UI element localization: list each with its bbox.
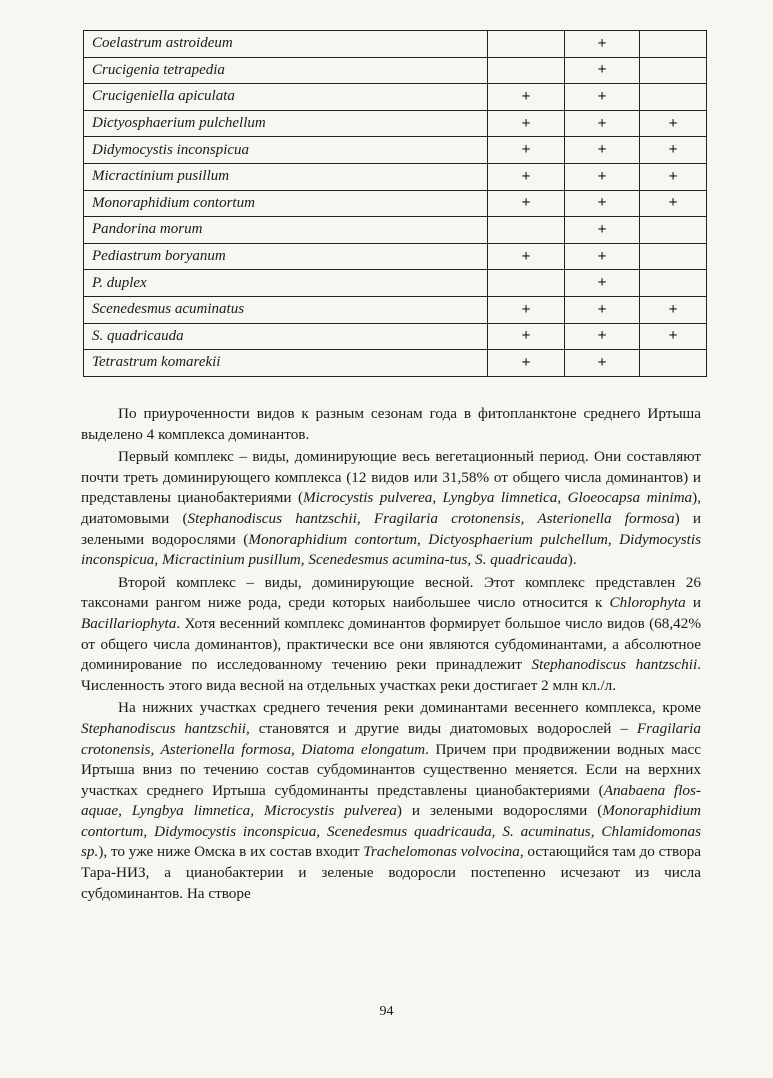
taxon-name: Fragilaria crotonensis, Asterionella formosa, Diatoma elongatum <box>81 719 701 758</box>
species-name-cell: Monoraphidium contortum <box>84 190 488 217</box>
table-row <box>84 31 707 58</box>
presence-cell: + <box>488 137 565 164</box>
presence-cell: + <box>565 243 640 270</box>
presence-cell <box>488 217 565 244</box>
text-run: По приуроченности видов к разным сезонам года в фитопланктоне среднего Иртыша выделено 4 комплекса доминантов. <box>81 405 701 443</box>
text-run: , становятся и другие виды диатомовых водорослей – <box>246 719 637 737</box>
species-name-cell: P. duplex <box>84 270 488 297</box>
presence-cell: + <box>565 350 640 377</box>
taxon-name: Trachelomonas volvocina <box>363 843 520 861</box>
text-run: Второй комплекс – виды, доминирующие весной. Этот комплекс представлен 26 таксонами рангом ниже рода, среди которых наибольшее число относится к <box>81 573 701 612</box>
taxon-name: Monoraphidium contortum, Didymocystis inconspicua, Scenedesmus quadricauda, S. acuminatus, Chlamidomonas sp. <box>81 802 701 861</box>
presence-cell: + <box>640 190 707 217</box>
species-name-cell: Pandorina morum <box>84 217 488 244</box>
presence-cell: + <box>488 110 565 137</box>
species-name-cell: Crucigenia tetrapedia <box>84 57 488 84</box>
text-run: и <box>685 594 701 612</box>
presence-cell: + <box>640 323 707 350</box>
presence-cell: + <box>565 84 640 111</box>
presence-cell: + <box>565 323 640 350</box>
species-name-cell: Pediastrum boryanum <box>84 243 488 270</box>
species-name-cell: Crucigeniella apiculata <box>84 84 488 111</box>
table-row <box>84 84 707 111</box>
species-name-cell: Tetrastrum komarekii <box>84 350 488 377</box>
presence-cell <box>488 31 565 58</box>
presence-cell <box>640 350 707 377</box>
species-name-cell: Coelastrum astroideum <box>84 31 488 58</box>
presence-cell: + <box>565 296 640 323</box>
presence-cell <box>488 57 565 84</box>
page-number: 94 <box>379 1004 394 1019</box>
table-row <box>84 190 707 217</box>
paragraph <box>81 404 701 445</box>
table-row <box>84 57 707 84</box>
taxon-name: Bacillariophyta <box>81 614 177 632</box>
species-name-cell: Didymocystis inconspicua <box>84 137 488 164</box>
taxon-name: Stephanodiscus hantzschii <box>531 656 698 674</box>
presence-cell: + <box>565 270 640 297</box>
presence-cell: + <box>640 163 707 190</box>
presence-cell <box>488 270 565 297</box>
presence-cell: + <box>488 296 565 323</box>
taxon-name: Anabaena flos-aquae, Lyngbya limnetica, Microcystis pulverea <box>81 781 701 820</box>
text-run: ) и зелеными водорослями ( <box>81 509 702 548</box>
presence-cell <box>640 57 707 84</box>
presence-cell <box>640 84 707 111</box>
presence-cell: + <box>565 217 640 244</box>
presence-cell: + <box>565 137 640 164</box>
text-run: . Численность этого вида весной на отдельных участках реки достигает 2 млн кл./л. <box>81 656 702 694</box>
presence-cell: + <box>488 84 565 111</box>
presence-cell: + <box>565 163 640 190</box>
presence-cell: + <box>488 350 565 377</box>
table-row <box>84 110 707 137</box>
table-row <box>84 350 707 377</box>
presence-cell: + <box>488 323 565 350</box>
text-run: Первый комплекс – виды, доминирующие весь вегетационный период. Они составляют почти треть доминирующего комплекса (12 видов или 31,58% от общего числа доминантов) и представлены цианобактериями ( <box>81 448 701 507</box>
table-row <box>84 163 707 190</box>
species-name-cell: Scenedesmus acuminatus <box>84 296 488 323</box>
taxon-name: Stephanodiscus hantzschii <box>81 719 247 737</box>
presence-cell: + <box>640 110 707 137</box>
body-text <box>81 404 701 904</box>
presence-cell: + <box>565 110 640 137</box>
species-name-cell: Micractinium pusillum <box>84 163 488 190</box>
table-row <box>84 137 707 164</box>
text-run: . Хотя весенний комплекс доминантов формирует большое число видов (68,42% от общего числа доминантов), практически все они являются субдоминантами, а абсолютное доминирование по исследованному течению реки принадлежит <box>81 614 701 674</box>
table-row <box>84 270 707 297</box>
taxon-name: Monoraphidium contortum, Dictyosphaerium pulchellum, Didymocystis inconspicua, Micractinium pusillum, Scenedesmus acumina-tus, S. quadricauda <box>81 530 701 569</box>
taxon-name: Chlorophyta <box>609 594 686 612</box>
table-row <box>84 217 707 244</box>
presence-cell: + <box>640 137 707 164</box>
presence-cell <box>640 31 707 58</box>
species-name-cell: Dictyosphaerium pulchellum <box>84 110 488 137</box>
text-run: ), диатомовыми ( <box>81 489 701 527</box>
text-run: ), то уже ниже Омска в их состав входит <box>98 843 364 861</box>
text-run: , остающийся там до створа Тара-НИЗ, а цианобактерии и зеленые водоросли постепенно исчезают из числа субдоминантов. На створе <box>81 843 702 902</box>
presence-cell: + <box>640 296 707 323</box>
text-run: На нижних участках среднего течения реки доминантами весеннего комплекса, кроме <box>118 699 701 717</box>
presence-cell: + <box>565 57 640 84</box>
paragraph <box>81 698 701 904</box>
presence-cell: + <box>488 163 565 190</box>
text-run: ). <box>567 551 577 569</box>
species-table <box>83 30 707 377</box>
presence-cell: + <box>488 190 565 217</box>
taxon-name: Stephanodiscus hantzschii, Fragilaria crotonensis, Asterionella formosa <box>187 509 675 527</box>
text-run: ) и зелеными водорослями ( <box>396 802 603 820</box>
table-row <box>84 296 707 323</box>
text-run: . Причем при продвижении водных масс Иртыша вниз по течению состав субдоминантов существенно меняется. Если на верхних участках среднего Иртыша субдоминанты представлены цианобактериями ( <box>81 740 701 799</box>
table-row <box>84 243 707 270</box>
presence-cell <box>640 243 707 270</box>
paragraph <box>81 573 701 697</box>
presence-cell: + <box>488 243 565 270</box>
paragraph <box>81 447 701 571</box>
presence-cell <box>640 217 707 244</box>
presence-cell: + <box>565 190 640 217</box>
species-name-cell: S. quadricauda <box>84 323 488 350</box>
presence-cell <box>640 270 707 297</box>
taxon-name: Microcystis pulverea, Lyngbya limnetica, Gloeocapsa minima <box>303 489 693 507</box>
presence-cell: + <box>565 31 640 58</box>
table-row <box>84 323 707 350</box>
